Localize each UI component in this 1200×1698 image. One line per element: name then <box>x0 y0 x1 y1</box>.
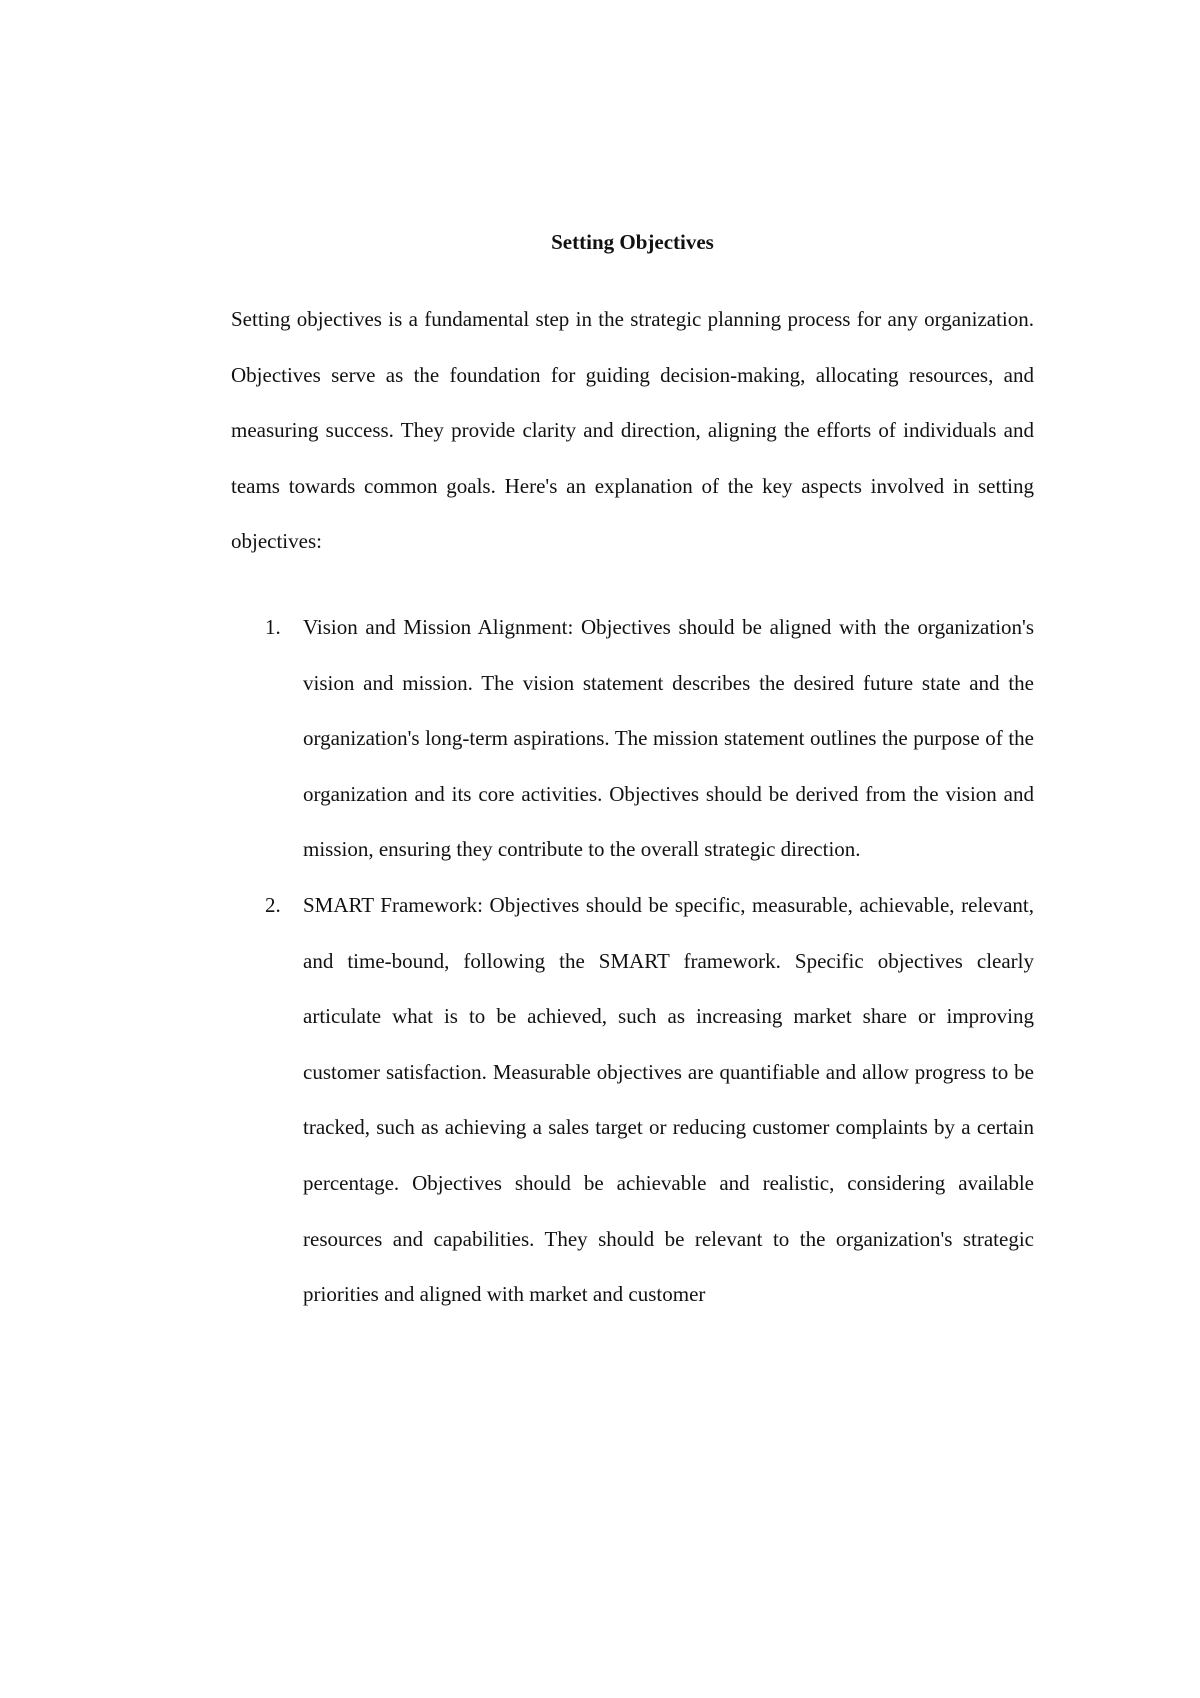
list-item-text: Vision and Mission Alignment: Objectives should be aligned with the organization's vision and mission. The vision statement describes the desired future state and the organization's long-term aspirations. The mission statement outlines the purpose of the organization and its core activities. Objectives should be derived from the vision and mission, ensuring they contribute to the overall strategic direction. <box>303 614 1034 862</box>
document-body <box>231 228 1034 1323</box>
list-item-number: 2. <box>265 892 281 917</box>
page-title: Setting Objectives <box>551 230 714 254</box>
objectives-list <box>231 600 1034 1323</box>
list-item-number: 1. <box>265 614 281 639</box>
list-item-vision-mission <box>231 600 1034 878</box>
list-item-text: SMART Framework: Objectives should be specific, measurable, achievable, relevant, and time-bound, following the SMART framework. Specific objectives clearly articulate what is to be achieved, such as increasing market share or improving customer satisfaction. Measurable objectives are quantifiable and allow progress to be tracked, such as achieving a sales target or reducing customer complaints by a certain percentage. Objectives should be achievable and realistic, considering available resources and capabilities. They should be relevant to the organization's strategic priorities and aligned with market and customer <box>303 892 1034 1307</box>
intro-paragraph: Setting objectives is a fundamental step in the strategic planning process for any organization. Objectives serve as the foundation for guiding decision-making, allocating resources, and measuring success. They provide clarity and direction, aligning the efforts of individuals and teams towards common goals. Here's an explanation of the key aspects involved in setting objectives: <box>231 307 1034 554</box>
list-item-smart-framework <box>231 878 1034 1323</box>
